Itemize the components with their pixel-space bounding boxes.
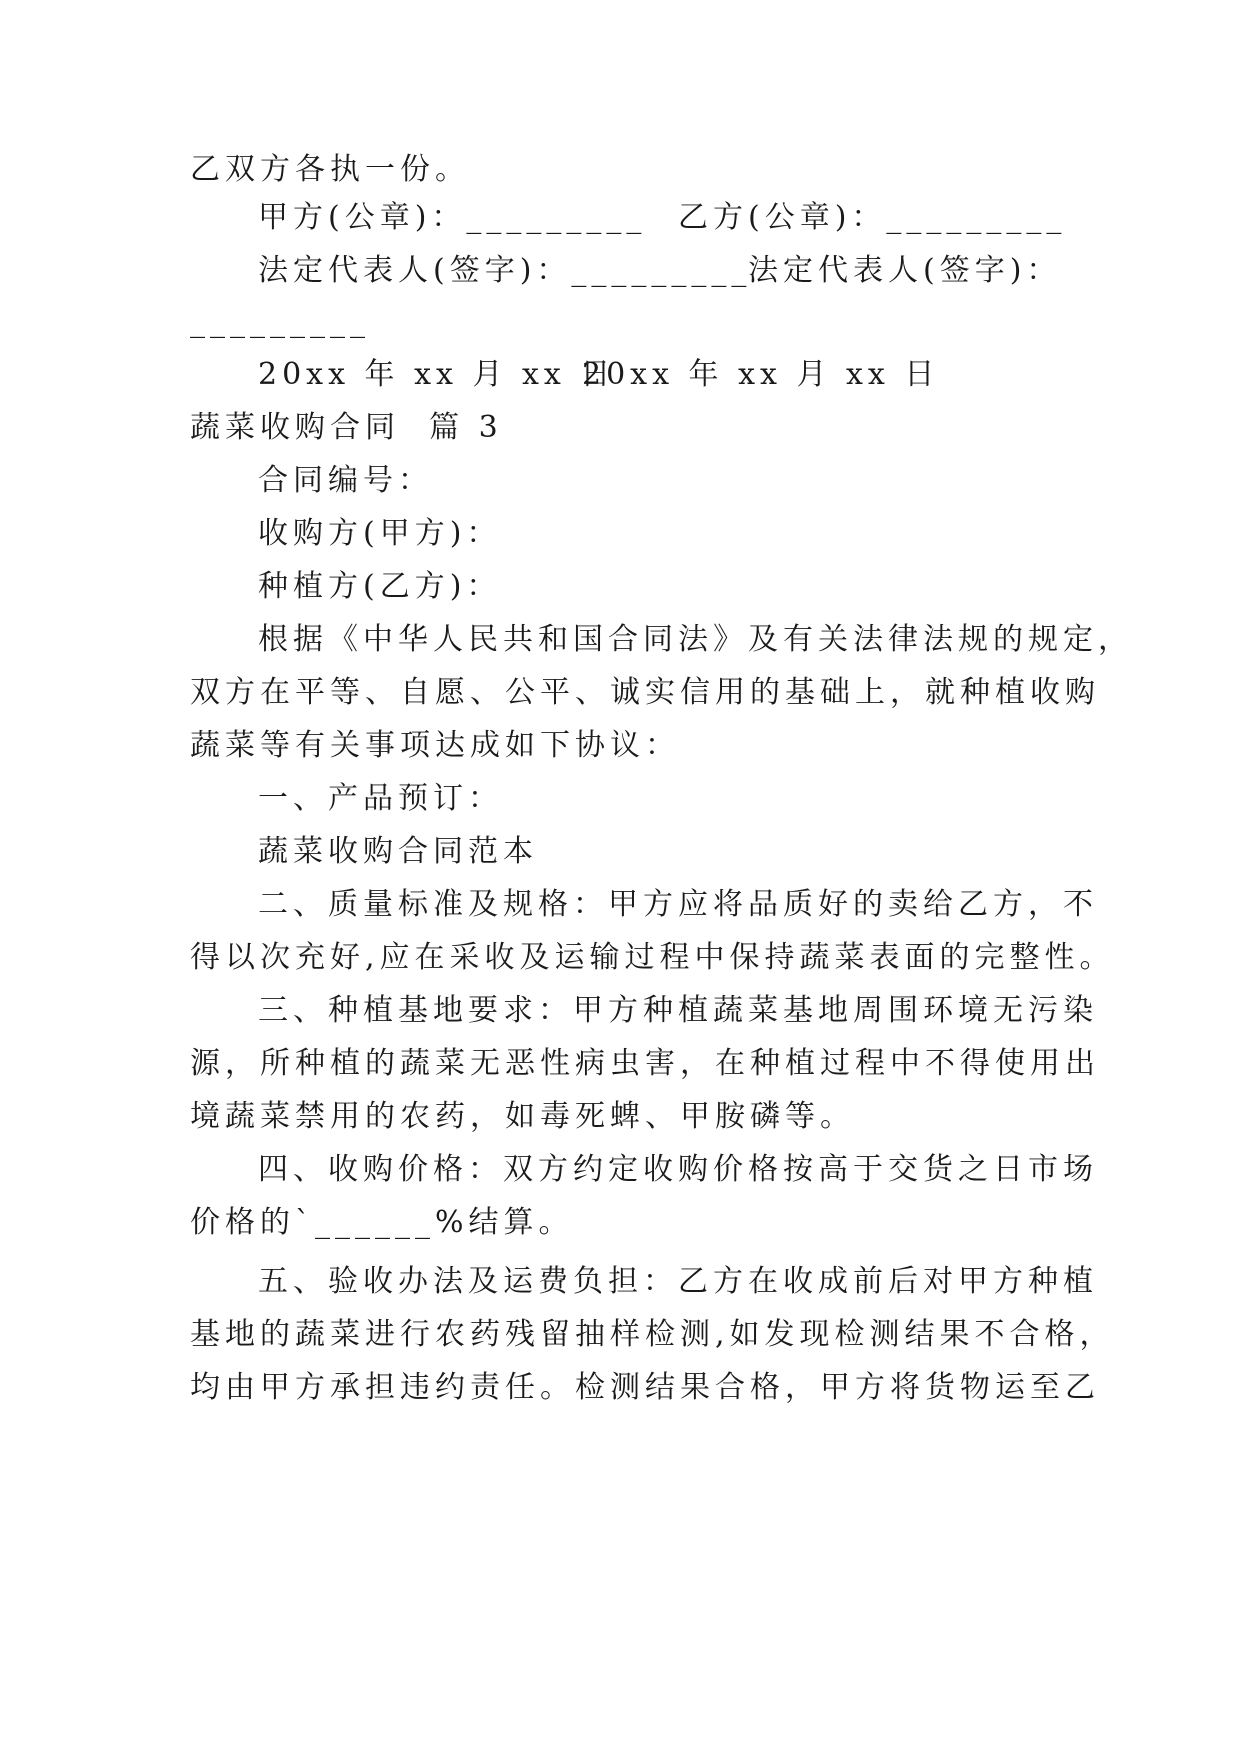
text-line: 五、验收办法及运费负担：乙方在收成前后对甲方种植 [258, 1264, 1098, 1299]
text-line: 三、种植基地要求：甲方种植蔬菜基地周围环境无污染 [258, 993, 1098, 1028]
text-line: 蔬菜等有关事项达成如下协议： [190, 728, 680, 763]
text-line: 价格的`______%结算。 [190, 1205, 574, 1240]
party-a-seal-line: 甲方(公章)：_________ [258, 200, 647, 235]
party-a-rep-line: 法定代表人(签字)：_________ [258, 253, 752, 288]
party-b-date: 20xx 年 xx 月 xx 日 [582, 357, 940, 392]
text-line: 源，所种植的蔬菜无恶性病虫害，在种植过程中不得使用出 [190, 1046, 1100, 1081]
clause-heading: 一、产品预订： [258, 781, 503, 816]
text-line: 四、收购价格：双方约定收购价格按高于交货之日市场 [258, 1152, 1098, 1187]
text-line: 基地的蔬菜进行农药残留抽样检测,如发现检测结果不合格， [190, 1317, 1115, 1352]
party-a-date: 20xx 年 xx 月 xx 日 [258, 357, 616, 392]
text-line: 二、质量标准及规格：甲方应将品质好的卖给乙方，不 [258, 887, 1098, 922]
grower-line: 种植方(乙方)： [258, 569, 502, 604]
section-title: 蔬菜收购合同 篇 3 [190, 410, 503, 445]
text-line: 蔬菜收购合同范本 [258, 834, 538, 869]
text-line: 双方在平等、自愿、公平、诚实信用的基础上，就种植收购 [190, 675, 1100, 710]
party-b-rep-line: 法定代表人(签字)： [748, 253, 1062, 288]
text-line: 境蔬菜禁用的农药，如毒死蜱、甲胺磷等。 [190, 1099, 855, 1134]
text-line: 乙双方各执一份。 [190, 152, 470, 187]
party-b-rep-blank: _________ [190, 304, 370, 339]
text-line: 均由甲方承担违约责任。检测结果合格，甲方将货物运至乙 [190, 1370, 1100, 1405]
contract-number: 合同编号： [258, 463, 433, 498]
buyer-line: 收购方(甲方)： [258, 516, 502, 551]
text-line: 得以次充好,应在采收及运输过程中保持蔬菜表面的完整性。 [190, 940, 1115, 975]
text-line: 根据《中华人民共和国合同法》及有关法律法规的规定， [258, 622, 1133, 657]
party-b-seal-line: 乙方(公章)：_________ [678, 200, 1067, 235]
